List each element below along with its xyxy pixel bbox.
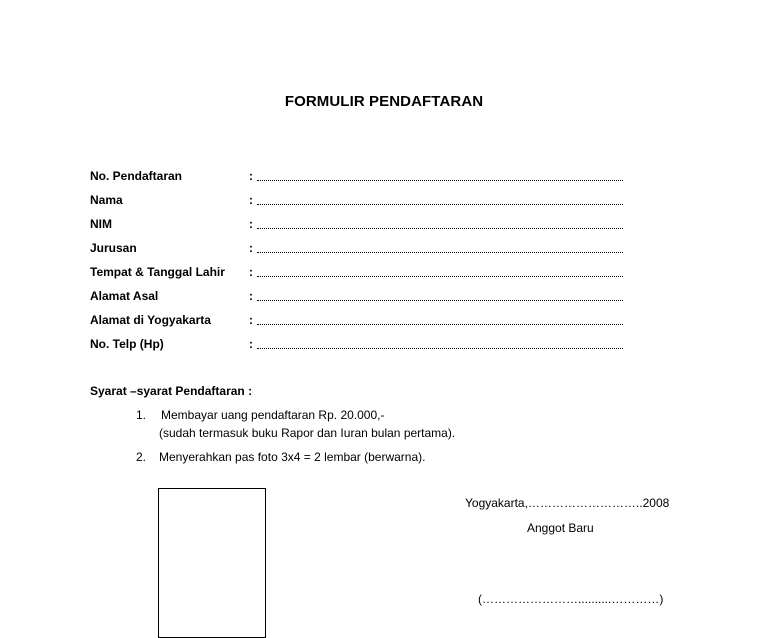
requirement-number: 2. (136, 450, 147, 464)
field-separator: : (249, 169, 253, 183)
field-separator: : (249, 217, 253, 231)
field-label-name: Nama (90, 193, 123, 207)
place-date: Yogyakarta,………………………..2008 (465, 496, 670, 510)
field-line-name (257, 204, 623, 205)
signature-name-placeholder: (……………………..........…………) (478, 592, 664, 606)
field-line-birth-place-date (257, 276, 623, 277)
photo-box (158, 488, 266, 638)
field-label-home-address: Alamat Asal (90, 289, 159, 303)
requirement-number: 1. (136, 408, 147, 422)
field-line-nim (257, 228, 623, 229)
form-title: FORMULIR PENDAFTARAN (284, 93, 484, 110)
field-separator: : (249, 289, 253, 303)
field-line-yogyakarta-address (257, 324, 623, 325)
field-separator: : (249, 241, 253, 255)
requirement-text: Membayar uang pendaftaran Rp. 20.000,- (161, 408, 385, 422)
field-label-yogyakarta-address: Alamat di Yogyakarta (90, 313, 211, 327)
requirement-note: (sudah termasuk buku Rapor dan Iuran bulan pertama). (159, 426, 456, 440)
requirements-heading: Syarat –syarat Pendaftaran : (90, 384, 253, 398)
field-line-major (257, 252, 623, 253)
field-label-birth-place-date: Tempat & Tanggal Lahir (90, 265, 225, 279)
field-separator: : (249, 313, 253, 327)
requirement-text: Menyerahkan pas foto 3x4 = 2 lembar (berwarna). (159, 450, 426, 464)
field-label-nim: NIM (90, 217, 112, 231)
field-line-home-address (257, 300, 623, 301)
signatory-role: Anggot Baru (527, 521, 594, 535)
field-separator: : (249, 265, 253, 279)
field-label-registration-number: No. Pendaftaran (90, 169, 183, 183)
field-line-registration-number (257, 180, 623, 181)
field-label-major: Jurusan (90, 241, 137, 255)
field-label-phone: No. Telp (Hp) (90, 337, 164, 351)
field-separator: : (249, 337, 253, 351)
field-separator: : (249, 193, 253, 207)
field-line-phone (257, 348, 623, 349)
